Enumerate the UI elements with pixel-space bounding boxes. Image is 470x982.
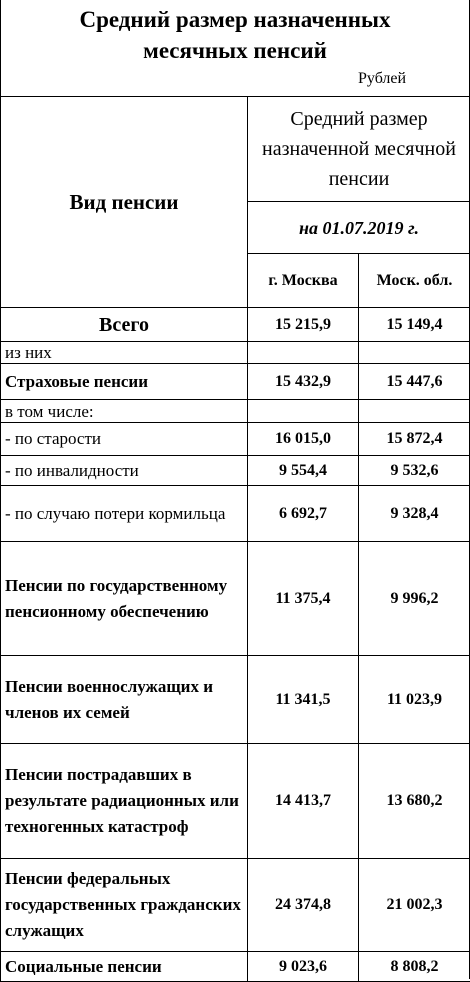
row-moscow: 11 375,4 (248, 542, 359, 656)
table-row (1, 308, 470, 342)
page-title (0, 4, 470, 66)
row-moscow (248, 342, 359, 364)
row-name: из них (1, 342, 248, 364)
row-moscow (248, 400, 359, 423)
row-region (359, 400, 470, 423)
row-moscow: 24 374,8 (248, 859, 359, 952)
table-row (1, 342, 470, 364)
row-region: 21 002,3 (359, 859, 470, 952)
table-row (1, 486, 470, 542)
row-name: Пенсии военнослужащих и членов их семей (1, 656, 248, 744)
row-region: 11 023,9 (359, 656, 470, 744)
row-moscow: 9 554,4 (248, 456, 359, 486)
row-moscow: 15 432,9 (248, 364, 359, 400)
title-line-1: Средний размер назначенных (0, 4, 470, 35)
row-moscow: 15 215,9 (248, 308, 359, 342)
row-name: Всего (1, 308, 248, 342)
row-name: Пенсии федеральных государственных гражданских служащих (1, 859, 248, 952)
header-date: на 01.07.2019 г. (248, 202, 470, 254)
pension-table (0, 96, 470, 982)
header-avg-size: Средний размер назначенной месячной пенсии (248, 97, 470, 202)
row-moscow: 11 341,5 (248, 656, 359, 744)
table-row (1, 952, 470, 982)
title-line-2: месячных пенсий (0, 35, 470, 66)
row-region: 8 808,2 (359, 952, 470, 982)
row-name: Пенсии по государственному пенсионному обеспечению (1, 542, 248, 656)
row-name: - по случаю потери кормильца (1, 486, 248, 542)
row-region: 15 447,6 (359, 364, 470, 400)
row-region: 9 328,4 (359, 486, 470, 542)
unit-label: Рублей (358, 69, 406, 89)
row-name: - по инвалидности (1, 456, 248, 486)
row-name: - по старости (1, 423, 248, 456)
row-region: 9 996,2 (359, 542, 470, 656)
row-region: 13 680,2 (359, 744, 470, 859)
row-region: 9 532,6 (359, 456, 470, 486)
table-row (1, 859, 470, 952)
row-moscow: 16 015,0 (248, 423, 359, 456)
row-moscow: 6 692,7 (248, 486, 359, 542)
row-name: Страховые пенсии (1, 364, 248, 400)
row-name: Пенсии пострадавших в результате радиационных или техногенных катастроф (1, 744, 248, 859)
table-row (1, 542, 470, 656)
row-moscow: 9 023,6 (248, 952, 359, 982)
header-moscow: г. Москва (248, 254, 359, 308)
table-row (1, 400, 470, 423)
row-name: в том числе: (1, 400, 248, 423)
table-row (1, 656, 470, 744)
table-row (1, 744, 470, 859)
header-region: Моск. обл. (359, 254, 470, 308)
row-region (359, 342, 470, 364)
table-row (1, 456, 470, 486)
row-region: 15 872,4 (359, 423, 470, 456)
table-row (1, 364, 470, 400)
row-region: 15 149,4 (359, 308, 470, 342)
row-moscow: 14 413,7 (248, 744, 359, 859)
header-pension-type: Вид пенсии (1, 97, 248, 308)
table-row (1, 423, 470, 456)
row-name: Социальные пенсии (1, 952, 248, 982)
